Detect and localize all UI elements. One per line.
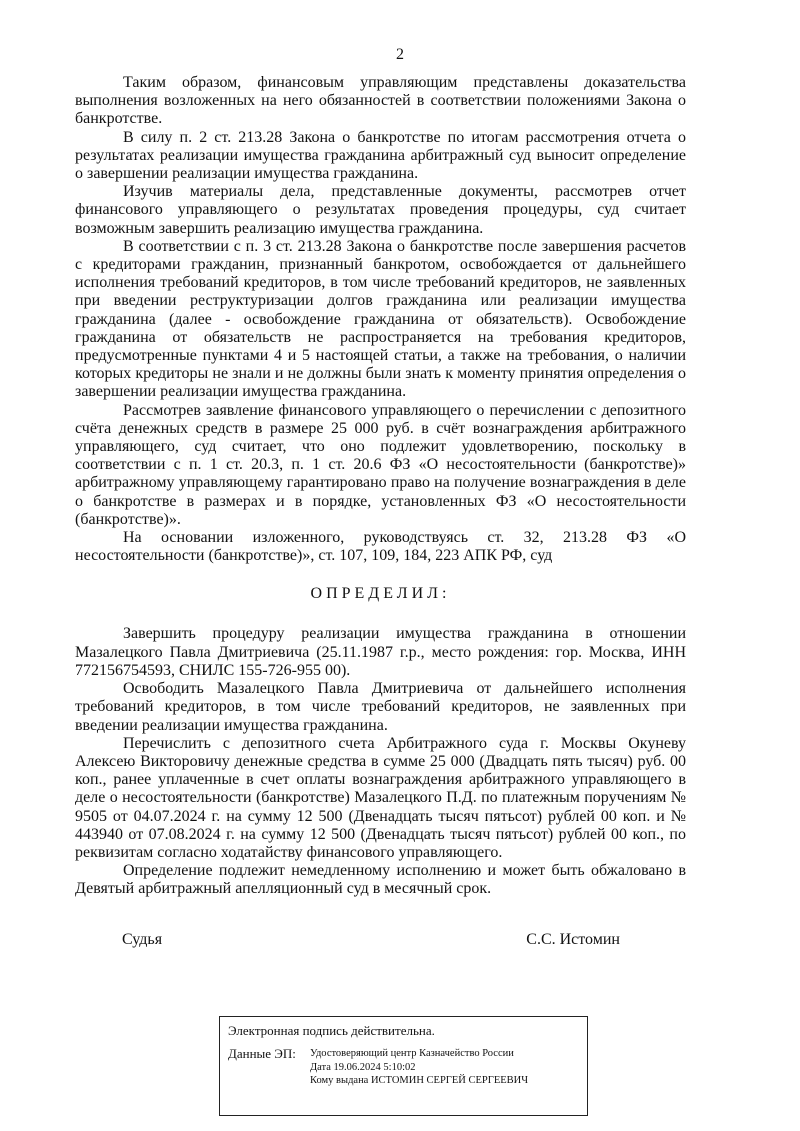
esignature-label: Данные ЭП: <box>228 1046 296 1061</box>
judge-role: Судья <box>122 931 163 948</box>
paragraph: Рассмотрев заявление финансового управляющего о перечислении с депозитного счёта денежных средств в размере 25 000 руб. в счёт вознаграждения арбитражного управляющего, суд считает, что оно подлежит удовлетворению, поскольку в соответствии с п. 1 ст. 20.3, п. 1 ст. 20.6 ФЗ «О несостоятельности (банкротстве)» арбитражному управляющему гарантировано право на получение вознаграждения в деле о банкротстве в размерах и в порядке, установленных ФЗ «О несостоятельности (банкротстве)». <box>75 401 686 528</box>
electronic-signature-box <box>219 1016 588 1116</box>
esignature-issuer: Удостоверяющий центр Казначейство России <box>310 1048 514 1059</box>
esignature-date: Дата 19.06.2024 5:10:02 <box>310 1061 416 1073</box>
ruling-paragraph: Определение подлежит немедленному исполнению и может быть обжаловано в Девятый арбитражный апелляционный суд в месячный срок. <box>75 862 686 898</box>
page-number: 2 <box>396 46 404 63</box>
document-body <box>75 74 686 899</box>
ruling-heading: ОПРЕДЕЛИЛ: <box>310 585 451 603</box>
esignature-holder: Кому выдана ИСТОМИН СЕРГЕЙ СЕРГЕЕВИЧ <box>310 1075 529 1086</box>
ruling-paragraph: Завершить процедуру реализации имущества гражданина в отношении Мазалецкого Павла Дмитриевича (25.11.1987 г.р., место рождения: гор. Москва, ИНН 772156754593, СНИЛС 155-726-955 00). <box>75 625 686 679</box>
paragraph: Таким образом, финансовым управляющим представлены доказательства выполнения возложенных на него обязанностей в соответствии положениями Закона о банкротстве. <box>75 74 686 128</box>
esignature-title: Электронная подпись действительна. <box>228 1023 435 1038</box>
judge-name: С.С. Истомин <box>526 931 620 948</box>
signature-line <box>122 931 620 949</box>
paragraph: В силу п. 2 ст. 213.28 Закона о банкротстве по итогам рассмотрения отчета о результатах реализации имущества гражданина арбитражный суд выносит определение о завершении реализации имущества гражданина. <box>75 128 686 183</box>
paragraph: В соответствии с п. 3 ст. 213.28 Закона о банкротстве после завершения расчетов с кредиторами гражданин, признанный банкротом, освобождается от дальнейшего исполнения требований кредиторов, в том числе требований кредиторов, не заявленных при введении реструктуризации долгов гражданина или реализации имущества гражданина (далее - освобождение гражданина от обязательств). Освобождение гражданина от обязательств не распространяется на требования кредиторов, предусмотренные пунктами 4 и 5 настоящей статьи, а также на требования, о наличии которых кредиторы не знали и не должны были знать к моменту принятия определения о завершении реализации имущества гражданина. <box>75 237 686 401</box>
paragraph: Изучив материалы дела, представленные документы, рассмотрев отчет финансового управляющего о результатах проведения процедуры, суд считает возможным завершить реализацию имущества гражданина. <box>75 183 686 237</box>
paragraph: На основании изложенного, руководствуясь ст. 32, 213.28 ФЗ «О несостоятельности (банкротстве)», ст. 107, 109, 184, 223 АПК РФ, суд <box>75 529 686 565</box>
ruling-paragraph: Освободить Мазалецкого Павла Дмитриевича от дальнейшего исполнения требований кредиторов, в том числе требований кредиторов, не заявленных при введении реализации имущества гражданина. <box>75 680 686 734</box>
ruling-paragraph: Перечислить с депозитного счета Арбитражного суда г. Москвы Окуневу Алексею Викторовичу денежные средства в сумме 25 000 (Двадцать пять тысяч) руб. 00 коп., ранее уплаченные в счет оплаты вознаграждения арбитражного управляющего в деле о несостоятельности (банкротстве) Мазалецкого П.Д. по платежным поручениям № 9505 от 04.07.2024 г. на сумму 12 500 (Двенадцать тысяч пятьсот) рублей 00 коп. и № 443940 от 07.08.2024 г. на сумму 12 500 (Двенадцать тысяч пятьсот) рублей 00 коп., по реквизитам согласно ходатайству финансового управляющего. <box>75 734 686 861</box>
